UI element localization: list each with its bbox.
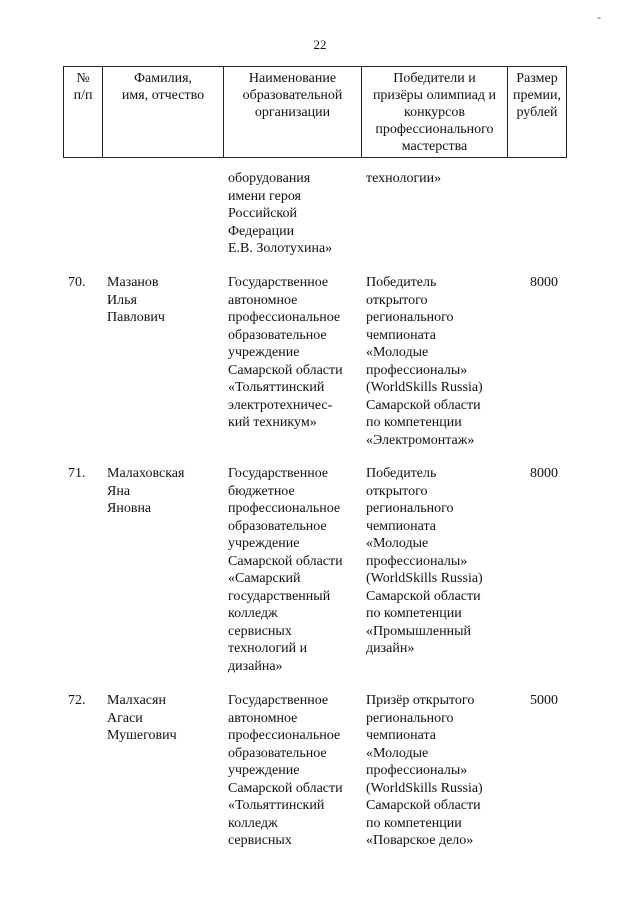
- row-organization: Государственное автономное профессиональное образовательное учреждение Самарской области «Тольяттинский электротехничес- кий техникум»: [228, 275, 343, 430]
- row-prize: 8000: [530, 275, 558, 290]
- row-name: Мазанов Илья Павлович: [107, 275, 165, 325]
- row-winners: Победитель открытого регионального чемпионата «Молодые профессионалы» (WorldSkills Russia) Самарской области по компетенции «Промышленный дизайн»: [366, 466, 483, 656]
- header-number: № п/п: [64, 67, 103, 158]
- row-organization: Государственное автономное профессиональное образовательное учреждение Самарской области «Тольяттинский колледж сервисных: [228, 693, 343, 848]
- continuation-winners: технологии»: [366, 171, 442, 186]
- header-row: [64, 67, 567, 158]
- row-name: Малхасян Агаси Мушегович: [107, 693, 177, 743]
- continuation-organization: оборудования имени героя Российской Федерации Е.В. Золотухина»: [228, 171, 333, 256]
- header-organization: Наименование образовательной организации: [224, 67, 362, 158]
- row-prize: 8000: [530, 466, 558, 481]
- row-number: 72.: [68, 693, 86, 708]
- row-number: 71.: [68, 466, 86, 481]
- row-number: 70.: [68, 275, 86, 290]
- row-prize: 5000: [530, 693, 558, 708]
- page-number: 22: [313, 37, 327, 52]
- header-name: Фамилия, имя, отчество: [103, 67, 224, 158]
- header-prize: Размер премии, рублей: [508, 67, 567, 158]
- row-name: Малаховская Яна Яновна: [107, 466, 185, 516]
- header-winners: Победители и призёры олимпиад и конкурсов профессионального мастерства: [362, 67, 508, 158]
- row-organization: Государственное бюджетное профессиональное образовательное учреждение Самарской области «Самарский государственный колледж сервисных технологий и дизайна»: [228, 466, 343, 674]
- row-winners: Победитель открытого регионального чемпионата «Молодые профессионалы» (WorldSkills Russia) Самарской области по компетенции «Электромонтаж»: [366, 275, 483, 448]
- table-header: [63, 66, 567, 158]
- corner-mark: -: [597, 10, 601, 24]
- row-winners: Призёр открытого регионального чемпионата «Молодые профессионалы» (WorldSkills Russia) Самарской области по компетенции «Поварское дело»: [366, 693, 483, 848]
